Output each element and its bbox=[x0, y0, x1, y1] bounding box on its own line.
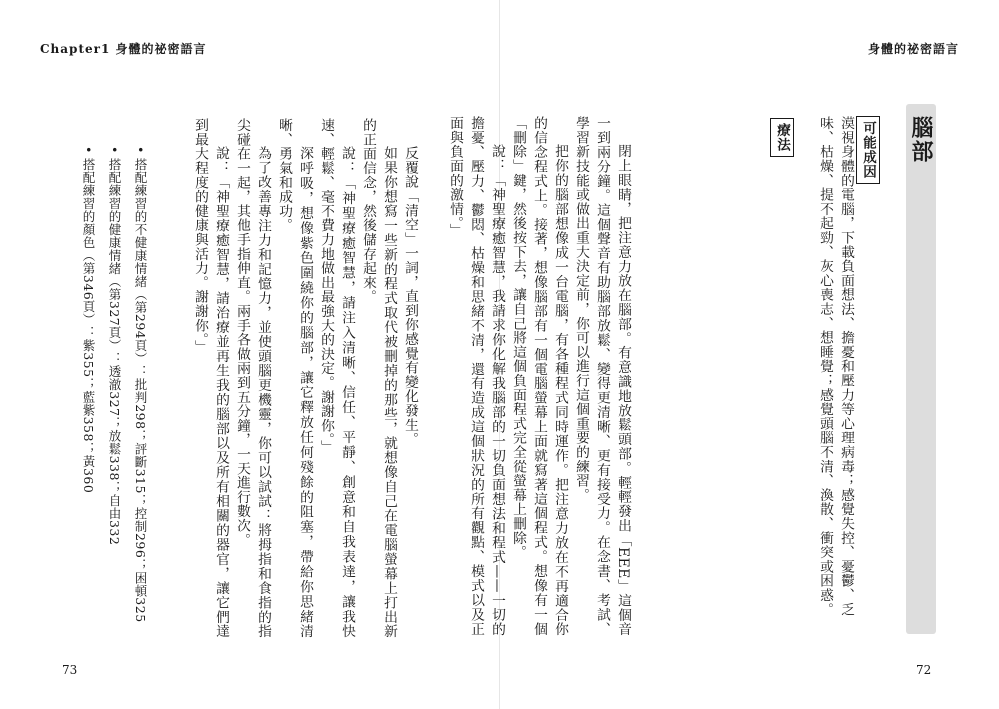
reference-healthy-emotions: • 搭配練習的健康情緒（第327頁）：透澈327；放鬆338；自由332 bbox=[104, 146, 124, 636]
possible-causes-label: 可能成因 bbox=[856, 116, 880, 184]
healing-text bbox=[373, 116, 633, 636]
paragraph-purple-breath: 深呼吸，想像紫色圍繞你的腦部，讓它釋放任何殘餘的阻塞，帶給你思緒清晰、勇氣和成功。 bbox=[276, 118, 313, 638]
paragraph-computer-brain: 把你的腦部想像成一台電腦，有各種程式同時運作。把注意力放在不再適合你的信念程式上。接著，想像腦部有一個電腦螢幕上面就寫著這個程式。想像有一個「刪除」鍵，然後按下去，讓自己將這個負面程式完全從螢幕上刪除。 bbox=[510, 116, 568, 636]
reference-unhealthy-emotions: • 搭配練習的不健康情緒（第294頁）：批判298；評斷315；控制296；困頓325 bbox=[130, 146, 150, 636]
paragraph-repeat-clear: 反覆說「清空」一詞，直到你感覺有變化發生。 bbox=[402, 145, 418, 446]
page-number-left: 73 bbox=[62, 663, 78, 677]
paragraph-affirmation-regenerate: 說：「神聖療癒智慧，請治療並再生我的腦部以及所有相關的器官，讓它們達到最大程度的健康與活力。謝謝你。」 bbox=[192, 118, 229, 638]
reference-colors: • 搭配練習的顏色（第346頁）：紫355；藍紫358；黃360 bbox=[78, 146, 98, 636]
paragraph-affirmation-release: 說：「神聖療癒智慧，我請求你化解我腦部的一切負面想法和程式——一切的擔憂、壓力、鬱悶、枯燥和思緒不清，還有造成這個狀況的所有觀點、模式以及正面與負面的激情。」 bbox=[447, 116, 505, 636]
organ-tab-background bbox=[906, 104, 936, 634]
possible-causes-text: 漠視身體的電腦，下載負面想法、擔憂和壓力等心理病毒；感覺失控、憂鬱、乏味、枯燥、提不起勁、灰心喪志、想睡覺；感覺頭腦不清、渙散、衝突或困惑。 bbox=[817, 116, 854, 617]
healing-label: 療法 bbox=[770, 118, 794, 157]
page-number-right: 72 bbox=[916, 663, 932, 677]
paragraph-affirmation-clarity: 說：「神聖療癒智慧，請注入清晰、信任、平靜、創意和自我表達，讓我快速、輕鬆、毫不費力地做出最強大的決定。謝謝你。」 bbox=[318, 118, 355, 638]
reference-list bbox=[60, 146, 150, 636]
paragraph-eee-sound: 閉上眼睛，把注意力放在腦部。有意識地放鬆頭部。輕輕發出「EEE」這個音一到兩分鐘。這個聲音有助腦部放鬆、變得更清晰、更有接受力。在念書、考試、學習新技能或做出重大決定前，你可以進行這個重要的練習。 bbox=[573, 116, 631, 636]
running-header-left: Chapter1 身體的祕密語言 bbox=[40, 42, 207, 56]
running-header-right: 身體的祕密語言 bbox=[867, 42, 959, 56]
paragraph-new-program: 如果你想寫一些新的程式取代被刪掉的那些，就想像自己在電腦螢幕上打出新的正面信念，然後儲存起來。 bbox=[360, 118, 397, 638]
paragraph-focus-mudra: 為了改善專注力和記憶力，並使頭腦更機靈，你可以試試：將拇指和食指的指尖碰在一起，其他手指伸直。兩手各做兩到五分鐘，一天進行數次。 bbox=[234, 118, 271, 638]
organ-title: 腦部 bbox=[908, 116, 934, 164]
